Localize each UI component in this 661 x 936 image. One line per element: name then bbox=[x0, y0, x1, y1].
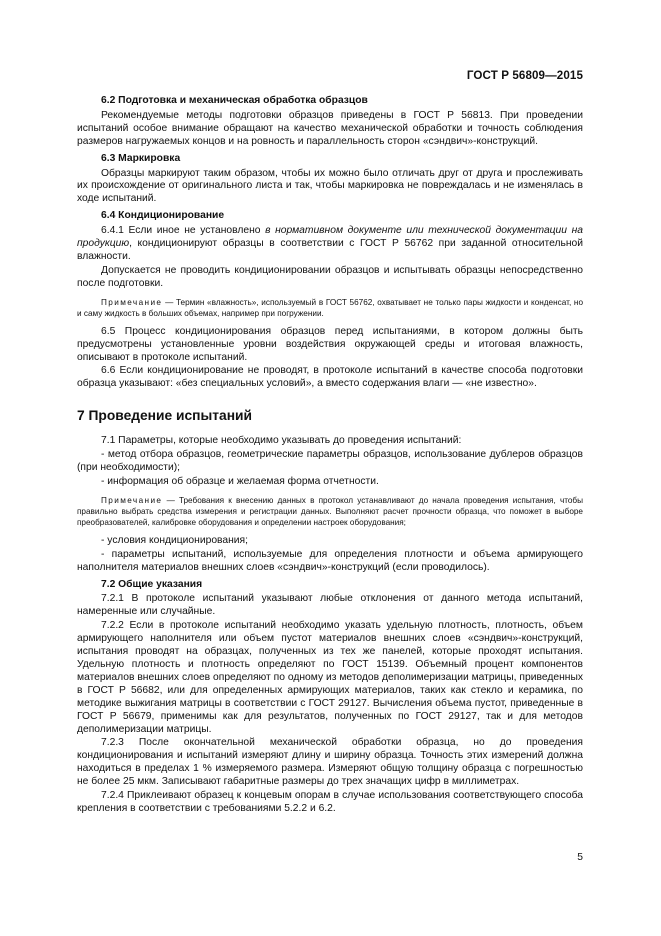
clause-6-4-1-text-c: , кондиционируют образцы в соответствии с ГОСТ Р 56762 при заданной относительной влажности. bbox=[77, 238, 583, 262]
section-6-2-heading: 6.2 Подготовка и механическая обработка образцов bbox=[101, 95, 368, 106]
section-7-heading: 7 Проведение испытаний bbox=[77, 408, 253, 424]
clause-6-6: 6.6 Если кондиционирование не проводят, в протоколе испытаний в качестве способа подготовки образца указывают: «без специальных условий», а вместо содержания влаги — «не известно». bbox=[77, 365, 583, 390]
section-6-4-paragraph-2: Допускается не проводить кондиционировании образцов и испытывать образцы непосредственно после подготовки. bbox=[77, 264, 583, 289]
section-6-3-heading: 6.3 Маркировка bbox=[101, 152, 181, 164]
clause-6-4-1-italic: в нормативном документе или технической документации на продукцию bbox=[77, 225, 583, 250]
standard-designation: ГОСТ Р 56809—2015 bbox=[466, 69, 583, 82]
clause-7-2-3: 7.2.3 После окончательной механической обработки образца, но до проведения кондиционирования и испытаний измеряют длину и ширину образца. Точность этих измерений должна находиться в пределах 1 % измеряемого размера. Измеряют общую толщину образца с погрешностью не более 25 мкм. Записывают габаритные размеры до трех значащих цифр в миллиметрах. bbox=[77, 737, 583, 788]
clause-7-2-1: 7.2.1 В протоколе испытаний указывают любые отклонения от данного метода испытаний, намеренные или случайные. bbox=[77, 593, 583, 618]
clause-7-2-2: 7.2.2 Если в протоколе испытаний необходимо указать удельную плотность, плотность, объем армирующего наполнителя или объем пустот материалов внешних слоев «сэндвич»-конструкций, испытания проводят на образцах, полученных из тех же панелей, которые проходят испытания. Удельную плотность и плотность определяют по ГОСТ 15139. Объемный процент компонентов материалов внешних слоев определяют по одному из методов деполимеризации матрицы, приведенных в ГОСТ Р 56682, или для определенных армирующих материалов, таких как стекло и керамика, по методике выжигания матрицы в соответствии с ГОСТ 29127. Вычисления объема пустот, приведенные в ГОСТ Р 56679, применимы как для результатов, полученных по ГОСТ 29127, так и для методов деполимеризации матрицы. bbox=[77, 620, 583, 735]
clause-7-1: 7.1 Параметры, которые необходимо указывать до проведения испытаний: bbox=[101, 435, 462, 447]
section-6-4-heading: 6.4 Кондиционирование bbox=[101, 210, 225, 222]
note-humidity bbox=[77, 297, 583, 319]
list-item: - условия кондиционирования; bbox=[101, 534, 248, 546]
list-item: - параметры испытаний, используемые для определения плотности и объема армирующего наполнителя материалов внешних слоев «сэндвич»-конструкций (если проводилось). bbox=[77, 548, 583, 573]
page-number: 5 bbox=[577, 852, 583, 863]
note-label: Примечание bbox=[101, 297, 163, 307]
clause-6-4-1 bbox=[77, 225, 583, 264]
clause-6-5: 6.5 Процесс кондиционирования образцов перед испытаниями, в котором должны быть предусмотрены установленные уровни воздействия окружающей среды и итоговая влажность, описывают в протоколе испытаний. bbox=[77, 325, 583, 363]
note-protocol bbox=[77, 495, 583, 528]
clause-7-2-4: 7.2.4 Приклеивают образец к концевым опорам в случае использования соответствующего способа крепления в соответствии с требованиями 5.2.2 и 6.2. bbox=[77, 790, 583, 814]
clause-6-4-1-text-a: 6.4.1 Если иное не установлено bbox=[101, 225, 266, 237]
note-text: — Требования к внесению данных в протокол устанавливают до начала проведения испытания, чтобы правильно выбрать средства измерения и регистрации данных. Выполняют расчет прочности образца, что поможет в выборе преобразователей, калибровке оборудования и определении настроек оборудования; bbox=[77, 495, 583, 527]
list-item: - метод отбора образцов, геометрические параметры образцов, использование дублеров образцов (при необходимости); bbox=[77, 449, 583, 474]
note-text: — Термин «влажность», используемый в ГОСТ 56762, охватывает не только пары жидкости и конденсат, но и саму жидкость в больших объемах, например при погружении. bbox=[77, 297, 583, 318]
note-label: Примечание bbox=[101, 495, 163, 505]
section-7-2-heading: 7.2 Общие указания bbox=[101, 578, 203, 590]
section-6-3-paragraph: Образцы маркируют таким образом, чтобы их можно было отличать друг от друга и прослеживать их происхождение от оригинального листа и так, чтобы маркировка не повреждалась и не изменялась в ходе испытаний. bbox=[77, 167, 583, 205]
section-6-2-paragraph: Рекомендуемые методы подготовки образцов приведены в ГОСТ Р 56813. При проведении испытаний особое внимание обращают на качество механической обработки и точность соблюдения размеров нагружаемых концов и на ровность и параллельность сторон «сэндвич»-конструкций. bbox=[77, 109, 583, 147]
list-item: - информация об образце и желаемая форма отчетности. bbox=[101, 475, 379, 487]
page-content bbox=[77, 91, 583, 817]
